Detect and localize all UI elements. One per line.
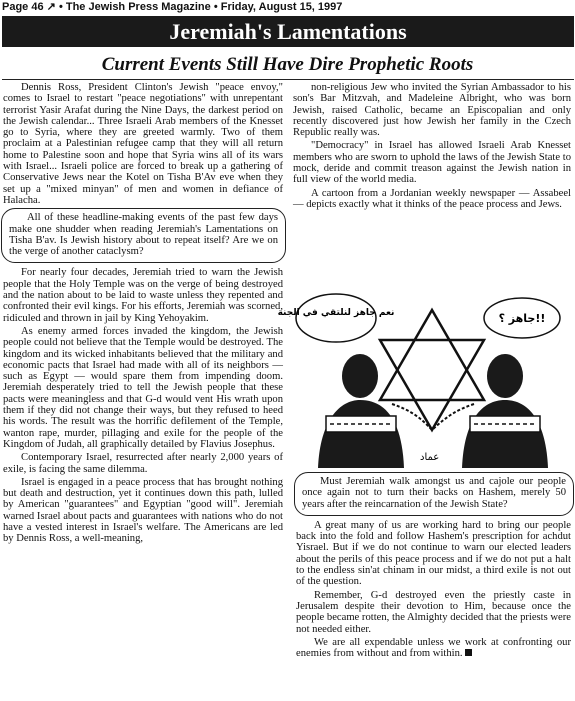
paragraph: A great many of us are working hard to bring our people back into the fold and follow Hashem's prescription for achdut Yisrael. But if we do not continue to warn our elected leaders about the perils of this peace process and if we do not put a halt to the endless sin'at chinam in our midst, a third exile is not out of the question.	[296, 519, 571, 588]
paragraph: All of these headline-making events of the past few days make one shudder when reading Jeremiah's Lamentations on Tisha B'av. Is Jewish history about to repeat itself? Are we on the verge of another cataclysm?	[9, 212, 278, 258]
paragraph: As enemy armed forces invaded the kingdom, the Jewish people could not believe that the Temple would be destroyed. The kingdom and its wicked inhabitants believed that the military and economic pacts that Israel had made with all of its neighbors — such as Egypt — would spare them from impending doom. Jeremiah desperately tried to tell the Jewish people that these pacts were meaningless and that G-d would vent His wrath upon them if they did not change their ways, but they refused to heed his words. The result was the horrific defilement of the Temple, wanton rape, murder, pillaging and exile for the people of the Kingdom of Judah, all graphically detailed by Flavius Josephus.	[3, 325, 283, 450]
closing-section	[296, 470, 571, 661]
paragraph: Remember, G-d destroyed even the priestly caste in Jerusalem despite their devotion to Him, because once the people became rotten, the Almighty decided that the priests were not needed either.	[296, 589, 571, 635]
paragraph: Israel is engaged in a peace process that has brought nothing but death and destruction, yet it continues down this path, lulled by American "guarantees" and Egyptian "good will". Jeremiah warned Israel about pacts and guarantees with nations who do not have a vested interest in Israel's welfare. The Americans are led by Dennis Ross, a well-meaning,	[3, 476, 283, 545]
circled-passage	[294, 472, 574, 516]
paragraph	[296, 637, 571, 660]
svg-text:جاهز ؟!!: جاهز ؟!!	[498, 312, 546, 325]
right-column	[293, 82, 571, 212]
header-arrow-icon: ↗	[46, 1, 56, 13]
final-sentence: We are all expendable unless we work at confronting our enemies from without and from within.	[296, 636, 571, 660]
article-subtitle: Current Events Still Have Dire Prophetic Roots	[101, 54, 474, 75]
paragraph: non-religious Jew who invited the Syrian Ambassador to his son's Bar Mitzvah, and Madeleine Albright, who was born Jewish, raised Catholic, became an Episcopalian and only recently discovered just how Jewish her family in the Czech Republic really was.	[293, 82, 571, 139]
end-mark-icon	[465, 649, 472, 656]
issue-date: Friday, August 15, 1997	[220, 1, 343, 13]
right-speech-bubble	[484, 298, 560, 338]
svg-text:نعم جاهز لنلتقي في الجنة: نعم جاهز لنلتقي في الجنة	[277, 308, 395, 318]
paragraph: "Democracy" in Israel has allowed Israeli Arab Knesset members who are sworn to uphold the laws of the Jewish State to mock, deride and commit treason against the Jewish nation in full view of the world media.	[293, 140, 571, 186]
page-number: Page 46	[2, 1, 44, 13]
page-header	[2, 0, 572, 14]
artist-signature: عماد	[420, 452, 440, 463]
divider	[2, 79, 574, 80]
bullet-icon: •	[58, 1, 63, 13]
left-column	[3, 82, 283, 547]
magazine-name: The Jewish Press Magazine	[65, 1, 211, 13]
title-banner	[2, 16, 574, 47]
circled-passage	[1, 208, 286, 263]
paragraph: For nearly four decades, Jeremiah tried to warn the Jewish people that the Holy Temple was on the verge of being destroyed and the nation about to be laid to waste unless they repented and confronted their evil kings. For his efforts, Jeremiah was scorned, ridiculed and thrown in jail by King Yehoyakim.	[3, 267, 283, 324]
paragraph: Dennis Ross, President Clinton's Jewish "peace envoy," comes to Israel to restart "peace negotiations" with unrepentant terrorist Yasir Arafat during the Nine Days, the darkest period on the Jewish calendar... Three Israeli Arab members of the Knesset go to Syria, where they are greeted warmly. Two of them proclaim at a Palestinian refugee camp that they will all return home to Palestine soon and hope that Syria wins all of its wars with Israel... Israeli police are forced to break up a gathering of Conservative Jews near the Kotel on Tisha B'Av eve when they set up a "mixed minyan" of men and women in defiance of Halacha.	[3, 82, 283, 206]
bullet-icon: •	[213, 1, 218, 13]
article-title: Jeremiah's Lamentations	[169, 19, 407, 44]
editorial-cartoon	[277, 292, 573, 468]
paragraph: Contemporary Israel, resurrected after nearly 2,000 years of exile, is facing the same dilemma.	[3, 452, 283, 475]
paragraph: A cartoon from a Jordanian weekly newspaper — Assabeel — depicts exactly what it thinks of the peace process and Jews.	[293, 187, 571, 210]
paragraph: Must Jeremiah walk amongst us and cajole our people once again not to turn their backs on Hashem, merely 50 years after the reincarnation of the Jewish State?	[302, 476, 566, 510]
